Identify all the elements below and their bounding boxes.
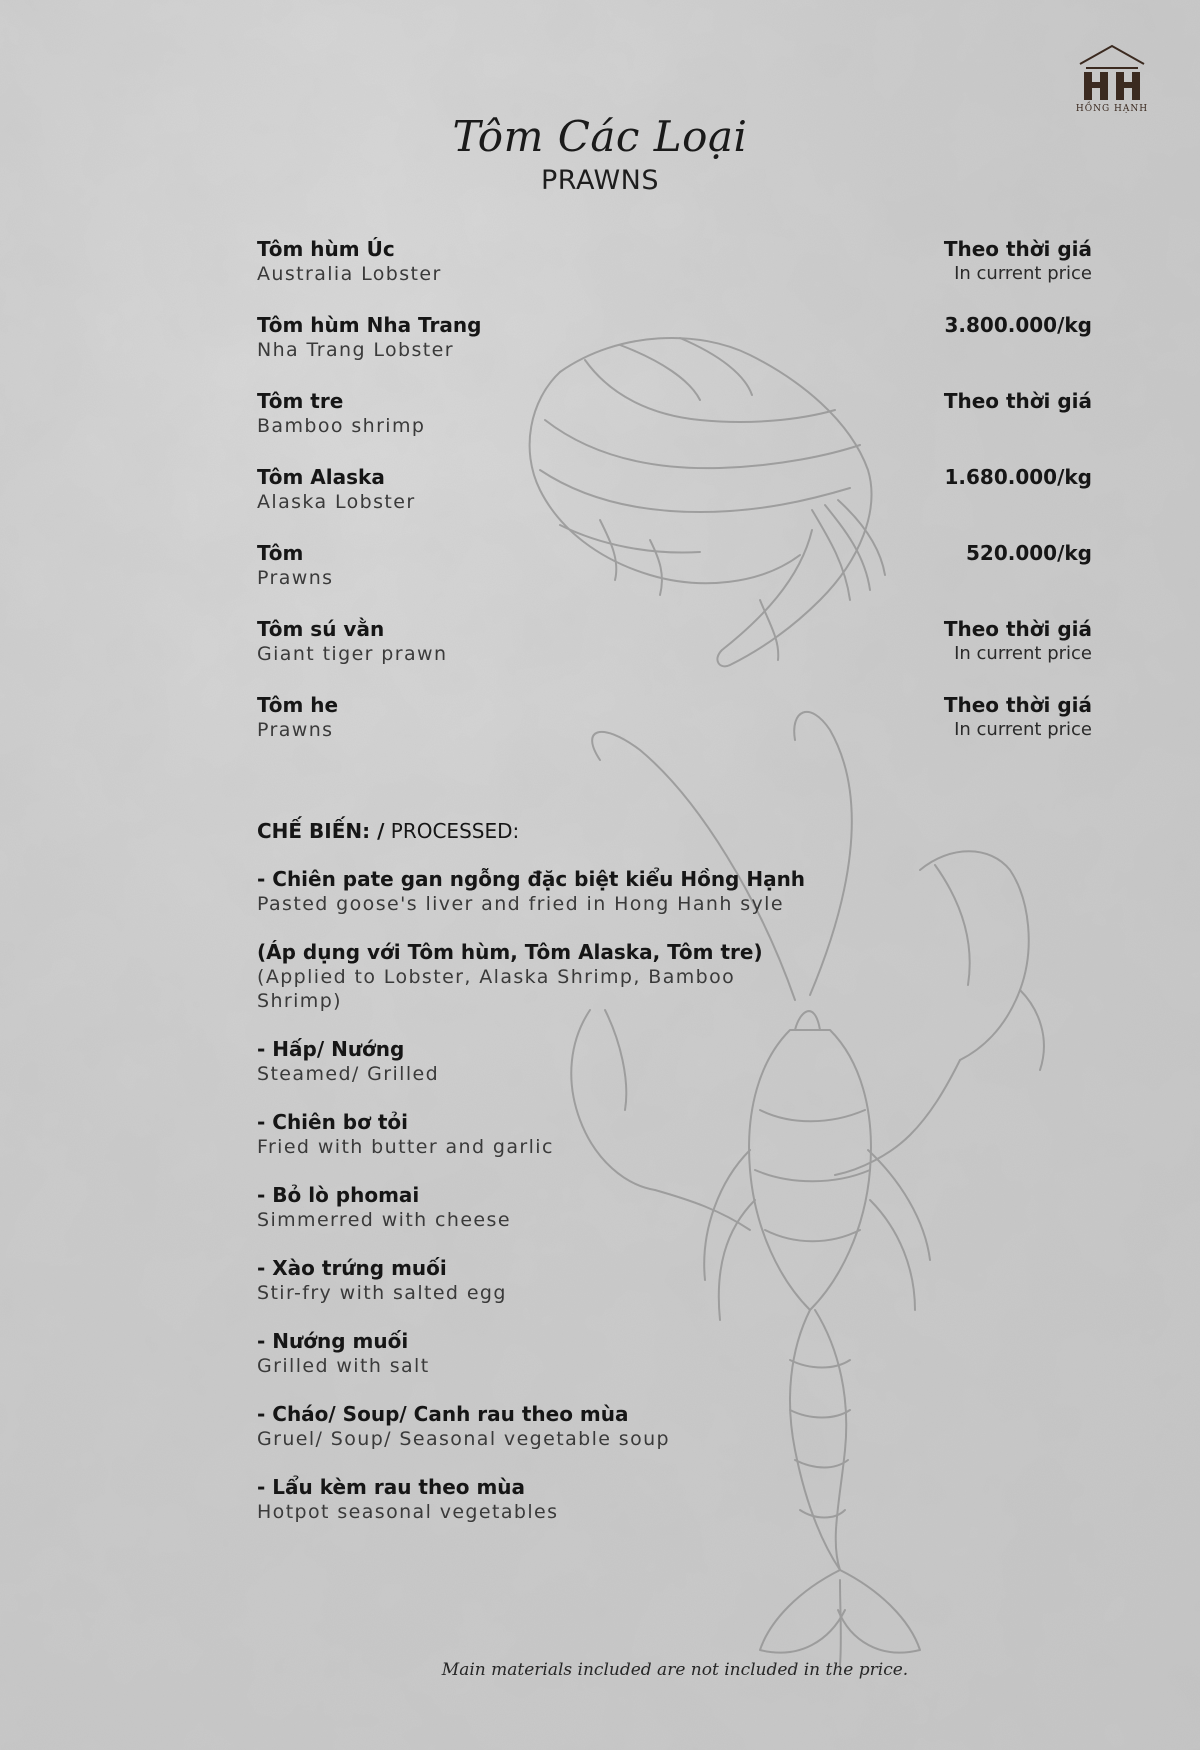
menu-item xyxy=(257,312,1092,388)
menu-item xyxy=(257,388,1092,464)
method-name-en: Stir-fry with salted egg xyxy=(257,1282,507,1304)
item-price-sub: In current price xyxy=(954,263,1092,284)
menu-item xyxy=(257,692,1092,768)
item-name-en: Giant tiger prawn xyxy=(257,643,448,665)
menu-title xyxy=(0,112,1200,196)
item-price-main: Theo thời giá xyxy=(943,617,1092,641)
item-name-vn: Tôm hùm Úc xyxy=(257,237,395,261)
method-item xyxy=(257,1474,817,1524)
title-vietnamese: Tôm Các Loại xyxy=(452,112,748,161)
method-name-vn: - Chiên pate gan ngỗng đặc biệt kiểu Hồng Hạnh xyxy=(257,867,806,891)
item-price xyxy=(944,388,1092,414)
method-name-vn: - Cháo/ Soup/ Canh rau theo mùa xyxy=(257,1402,629,1426)
method-name-vn: - Xào trứng muối xyxy=(257,1256,447,1280)
method-name-en: Simmerred with cheese xyxy=(257,1209,511,1231)
item-name-en: Prawns xyxy=(257,719,334,741)
item-name-vn: Tôm tre xyxy=(257,389,344,413)
method-item xyxy=(257,1109,817,1159)
item-price xyxy=(944,692,1092,742)
menu-items xyxy=(257,236,1092,768)
processing-methods xyxy=(257,818,817,1547)
method-name-vn: - Lẩu kèm rau theo mùa xyxy=(257,1475,526,1499)
item-name-vn: Tôm Alaska xyxy=(257,465,385,489)
method-name-en: Steamed/ Grilled xyxy=(257,1063,440,1085)
item-name-vn: Tôm hùm Nha Trang xyxy=(257,313,482,337)
item-price-sub: In current price xyxy=(954,643,1092,664)
footer-note: Main materials included are not included in the price. xyxy=(441,1660,909,1680)
item-price-main: Theo thời giá xyxy=(943,389,1092,413)
method-item xyxy=(257,939,817,1013)
menu-item xyxy=(257,236,1092,312)
item-name-en: Prawns xyxy=(257,567,334,589)
method-name-vn: - Chiên bơ tỏi xyxy=(257,1110,408,1134)
method-item xyxy=(257,1328,817,1378)
item-name-en: Alaska Lobster xyxy=(257,491,416,513)
item-price-sub: In current price xyxy=(954,719,1092,740)
method-name-en: Pasted goose's liver and fried in Hong Hanh syle xyxy=(257,893,784,915)
item-price xyxy=(966,540,1092,566)
method-item xyxy=(257,1182,817,1232)
processed-heading-vn: CHẾ BIẾN: / xyxy=(257,819,385,843)
method-name-vn: (Áp dụng với Tôm hùm, Tôm Alaska, Tôm tre) xyxy=(257,940,763,964)
method-item xyxy=(257,1036,817,1086)
logo-text: HỒNG HẠNH xyxy=(1075,104,1149,114)
title-english: PRAWNS xyxy=(541,165,659,196)
method-name-en: Gruel/ Soup/ Seasonal vegetable soup xyxy=(257,1428,671,1450)
item-name-en: Bamboo shrimp xyxy=(257,415,426,437)
item-name-en: Australia Lobster xyxy=(257,263,442,285)
item-price-main: 1.680.000/kg xyxy=(944,465,1092,489)
method-name-en: Hotpot seasonal vegetables xyxy=(257,1501,559,1523)
item-name-vn: Tôm xyxy=(257,541,304,565)
method-name-vn: - Nướng muối xyxy=(257,1329,409,1353)
item-price xyxy=(944,464,1092,490)
menu-item xyxy=(257,540,1092,616)
method-name-en: (Applied to Lobster, Alaska Shrimp, Bamboo Shrimp) xyxy=(257,966,736,1012)
item-price-main: 3.800.000/kg xyxy=(944,313,1092,337)
method-name-en: Fried with butter and garlic xyxy=(257,1136,554,1158)
item-price-main: Theo thời giá xyxy=(943,237,1092,261)
item-name-vn: Tôm he xyxy=(257,693,339,717)
menu-item xyxy=(257,616,1092,692)
item-price xyxy=(944,236,1092,286)
menu-item xyxy=(257,464,1092,540)
method-item xyxy=(257,1255,817,1305)
method-item xyxy=(257,866,817,916)
item-price xyxy=(944,616,1092,666)
item-price-main: Theo thời giá xyxy=(943,693,1092,717)
method-name-vn: - Hấp/ Nướng xyxy=(257,1037,405,1061)
item-price-main: 520.000/kg xyxy=(965,541,1092,565)
method-name-en: Grilled with salt xyxy=(257,1355,430,1377)
method-item xyxy=(257,1401,817,1451)
method-name-vn: - Bỏ lò phomai xyxy=(257,1183,420,1207)
item-name-vn: Tôm sú vằn xyxy=(257,617,385,641)
hong-hanh-logo-icon xyxy=(1072,44,1152,102)
item-name-en: Nha Trang Lobster xyxy=(257,339,454,361)
processed-heading xyxy=(257,818,817,844)
item-price xyxy=(944,312,1092,338)
processed-heading-en: PROCESSED: xyxy=(384,819,520,843)
